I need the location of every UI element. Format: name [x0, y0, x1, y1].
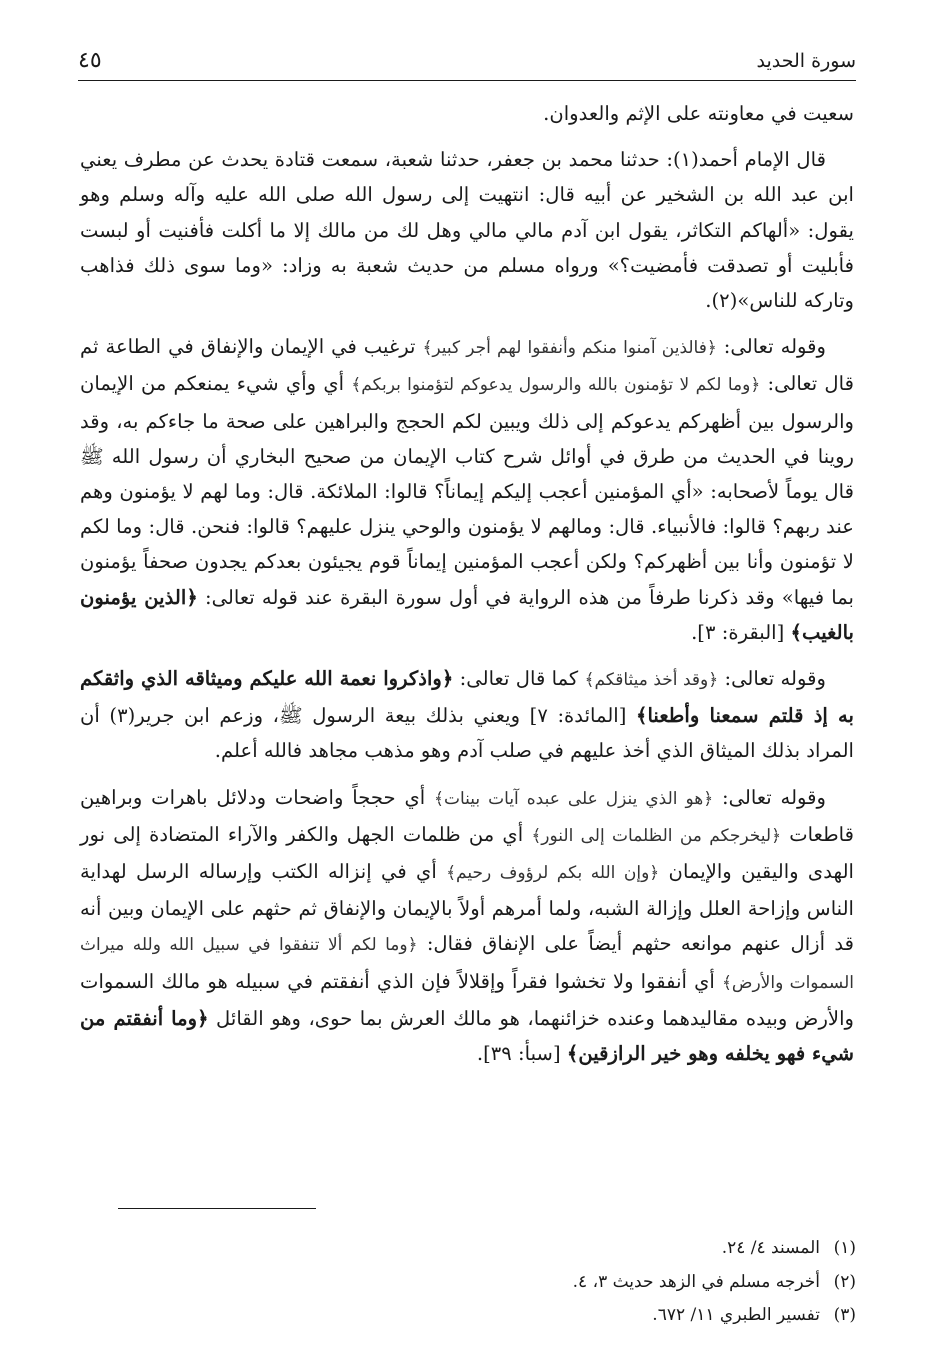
footnote-number: (٢)	[833, 1271, 856, 1292]
paragraph-3	[80, 329, 854, 650]
quran-quote: ﴿وقد أخذ ميثاقكم﴾	[584, 670, 719, 691]
text-span: [المائدة: ٧] ويعني بذلك بيعة الرسول ﷺ، وزعم ابن جرير(٣) أن المراد بذلك الميثاق الذي أخذ عليهم في صلب آدم وهو مذهب مجاهد فالله أعلم.	[80, 704, 854, 763]
quran-quote-bold: ﴿واذكروا نعمة الله عليكم وميثاقه الذي واثقكم به إذ قلتم سمعنا وأطعنا﴾	[80, 667, 854, 728]
quran-quote: ﴿وإن الله بكم لرؤوف رحيم﴾	[446, 863, 660, 884]
text-span: ترغيب في الإيمان والإنفاق في الطاعة ثم قال تعالى:	[80, 335, 855, 396]
footnote-text: أخرجه مسلم في الزهد حديث ٣، ٤.	[572, 1271, 820, 1292]
text-span: [سبأ: ٣٩].	[476, 1042, 567, 1066]
main-text	[80, 96, 854, 1071]
paragraph-2: قال الإمام أحمد(١): حدثنا محمد بن جعفر، حدثنا شعبة، سمعت قتادة يحدث عن مطرف يعني ابن عبد الله بن الشخير عن أبيه قال: انتهيت إلى رسول الله صلى الله عليه وآله وسلم وهو يقول: «ألهاكم التكاثر، يقول ابن آدم مالي مالي وهل لك من مالك إلا ما أكلت فأفنيت أو لبست فأبليت أو تصدقت فأمضيت؟» ورواه مسلم من حديث شعبة به وزاد: «وما سوى ذلك فذاهب وتاركه للناس»(٢).	[80, 148, 854, 313]
text-span: وقوله تعالى:	[713, 785, 826, 809]
page-number: ٤٥	[78, 48, 102, 73]
page-header	[78, 44, 856, 81]
text-span: أي في إنزاله الكتب وإرساله الرسل لهداية الناس وإزاحة العلل وإزالة الشبه، ولما أمرهم أولاً بالإيمان والإنفاق ثم حثهم على الإيمان وبين أنه قد أزال عنهم موانعه حثهم أيضاً على الإنفاق فقال:	[80, 860, 854, 956]
footnote-2	[78, 1266, 856, 1300]
text-span: أي من ظلمات الجهل والكفر والآراء المتضادة إلى نور الهدى واليقين والإيمان	[80, 822, 854, 884]
footnote-text: تفسير الطبري ١١/ ٦٧٢.	[652, 1305, 820, 1325]
text-span: أي وأي شيء يمنعكم من الإيمان والرسول بين أظهركم يدعوكم إلى ذلك ويبين لكم الحجج والبراهين على صحة ما جاءكم به، وقد روينا في الحديث من طرق في أوائل شرح كتاب الإيمان من صحيح البخاري أن رسول الله ﷺ قال يوماً لأصحابه: «أي المؤمنين أعجب إليكم إيماناً؟ قالوا: الملائكة. قال: وما لهم لا يؤمنون وهم عند ربهم؟ قالوا: فالأنبياء. قال: ومالهم لا يؤمنون والوحي ينزل عليهم؟ قالوا: فنحن. قال: وما لكم لا تؤمنون وأنا بين أظهركم؟ ولكن أعجب المؤمنين إيماناً قوم يجيئون بعدكم يجدون صحفاً يؤمنون بما فيها» وقد ذكرنا طرفاً من هذه الرواية في أول سورة البقرة عند قوله تعالى:	[80, 372, 854, 609]
quran-quote-bold: ﴿الذين يؤمنون بالغيب﴾	[80, 585, 854, 644]
footnote-divider	[118, 1208, 316, 1209]
quran-quote: ﴿فالذين آمنوا منكم وأنفقوا لهم أجر كبير﴾	[422, 338, 717, 359]
quran-quote-bold: ﴿وما أنفقتم من شيء فهو يخلفه وهو خير الرازقين﴾	[80, 1006, 854, 1066]
footnote-text: المسند ٤/ ٢٤.	[721, 1238, 820, 1258]
quran-quote: ﴿هو الذي ينزل على عبده آيات بينات﴾	[434, 788, 714, 809]
text-span: كما قال تعالى:	[453, 667, 585, 691]
footnote-3	[78, 1299, 856, 1333]
text-span: أي حججاً واضحات ودلائل باهرات وبراهين قاطعات	[80, 785, 854, 846]
text-span: وقوله تعالى:	[718, 667, 826, 691]
paragraph-1: سعيت في معاونته على الإثم والعدوان.	[543, 102, 854, 125]
footnote-number: (٣)	[833, 1305, 856, 1325]
text-span: وقوله تعالى:	[716, 335, 826, 359]
quran-quote: ﴿وما لكم لا تؤمنون بالله والرسول يدعوكم لتؤمنوا بربكم﴾	[351, 375, 761, 396]
paragraph-4	[80, 661, 854, 769]
quran-quote: ﴿وما لكم ألا تنفقوا في سبيل الله ولله ميراث السموات والأرض﴾	[80, 935, 854, 993]
footnotes	[78, 1232, 856, 1333]
paragraph-5	[80, 780, 854, 1072]
text-span: أي أنفقوا ولا تخشوا فقراً وإقلالاً فإن الذي أنفقتم في سبيله هو مالك السموات والأرض وبيده مقاليدهما وعنده خزائنهما، هو مالك العرش بما حوى، وهو القائل	[80, 969, 854, 1030]
quran-quote: ﴿ليخرجكم من الظلمات إلى النور﴾	[531, 825, 782, 846]
text-span: [البقرة: ٣].	[691, 620, 791, 644]
surah-title: سورة الحديد	[756, 50, 856, 72]
footnote-number: (١)	[833, 1238, 856, 1258]
footnote-1	[78, 1232, 856, 1266]
